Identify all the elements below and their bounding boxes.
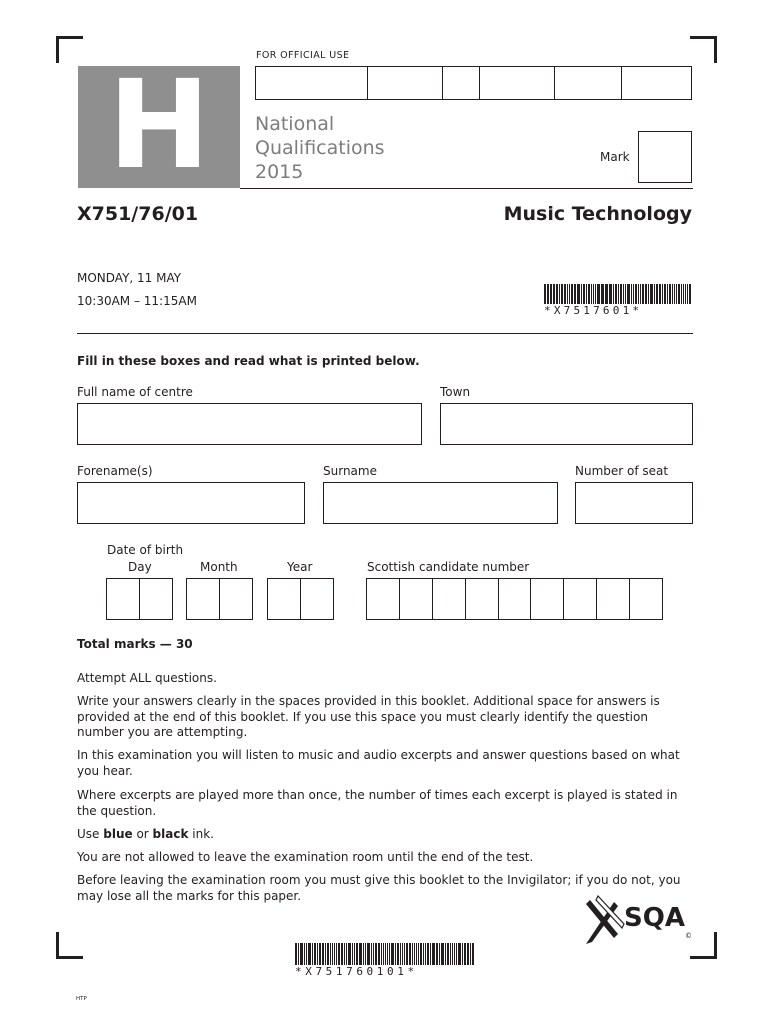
barcode-bottom-text: *X751760101*: [295, 965, 418, 978]
barcode-bar: [322, 943, 324, 965]
barcode-bar: [354, 943, 355, 965]
barcode-bar: [664, 284, 666, 304]
dob-year-boxes[interactable]: [267, 578, 334, 620]
barcode-bar: [646, 284, 647, 304]
barcode-bar: [597, 284, 600, 304]
town-label: Town: [440, 385, 471, 399]
barcode-bar: [359, 943, 361, 965]
barcode-bar: [332, 943, 333, 965]
barcode-bar: [383, 943, 384, 965]
barcode-bar: [591, 284, 593, 304]
barcode-bar: [609, 284, 612, 304]
dob-day-boxes[interactable]: [106, 578, 173, 620]
barcode-bar: [623, 284, 624, 304]
official-box: [443, 67, 480, 99]
barcode-bar: [441, 943, 443, 965]
barcode-bar: [348, 943, 349, 965]
qualification-line: National: [255, 113, 335, 135]
barcode-bar: [667, 284, 668, 304]
barcode-bar: [574, 284, 576, 304]
barcode-bar: [593, 284, 594, 304]
mark-box: [638, 131, 692, 183]
barcode-bar: [601, 284, 604, 304]
barcode-bar: [430, 943, 431, 965]
form-heading: Fill in these boxes and read what is printed below.: [77, 354, 420, 368]
barcode-bar: [312, 943, 313, 965]
barcode-bar: [338, 943, 340, 965]
barcode-bar: [432, 943, 433, 965]
barcode-bar: [315, 943, 316, 965]
dob-label: Date of birth: [107, 543, 184, 557]
barcode-bar: [578, 284, 580, 304]
barcode-bar: [402, 943, 403, 965]
barcode-bar: [638, 284, 639, 304]
official-box: [555, 67, 622, 99]
barcode-bar: [314, 943, 315, 965]
barcode-bar: [669, 284, 671, 304]
barcode-bar: [391, 943, 393, 965]
sqa-logo-text: SQA: [624, 903, 685, 933]
barcode-bar: [344, 943, 345, 965]
barcode-bar: [676, 284, 677, 304]
barcode-bar: [439, 943, 441, 965]
barcode-bar: [423, 943, 425, 965]
barcode-bar: [577, 284, 578, 304]
paper-code: X751/76/01: [77, 203, 199, 225]
barcode-bar: [447, 943, 449, 965]
barcode-bar: [674, 284, 675, 304]
crop-mark-top-right: [690, 36, 717, 63]
section-divider: [77, 333, 693, 334]
barcode-bar: [586, 284, 587, 304]
exam-time: 10:30AM – 11:15AM: [77, 294, 197, 308]
barcode-bar: [650, 284, 653, 304]
barcode-bar: [427, 943, 429, 965]
barcode-bar: [456, 943, 458, 965]
barcode-bar: [418, 943, 419, 965]
barcode-bar: [553, 284, 555, 304]
barcode-bar: [635, 284, 637, 304]
barcode-bar: [569, 284, 570, 304]
month-label: Month: [200, 560, 238, 574]
exam-date: MONDAY, 11 MAY: [77, 271, 182, 285]
paper-subject: Music Technology: [503, 203, 692, 225]
barcode-bar: [365, 943, 367, 965]
barcode-bar: [304, 943, 306, 965]
forename-field[interactable]: [77, 482, 305, 524]
scn-boxes[interactable]: [366, 578, 663, 620]
barcode-bar: [341, 943, 343, 965]
barcode-bar: [416, 943, 417, 965]
crop-mark-top-left: [56, 36, 83, 63]
barcode-bar: [404, 943, 405, 965]
official-use-label: FOR OFFICIAL USE: [256, 50, 350, 61]
barcode-bar: [300, 943, 302, 965]
barcode-bar: [689, 284, 691, 304]
qualification-year: 2015: [255, 161, 304, 183]
centre-label: Full name of centre: [77, 385, 193, 399]
barcode-bar: [683, 284, 684, 304]
barcode-bar: [327, 943, 329, 965]
barcode-bar: [544, 284, 546, 304]
barcode-bar: [385, 943, 386, 965]
centre-field[interactable]: [77, 403, 422, 445]
barcode-bar: [654, 284, 655, 304]
barcode-bar: [412, 943, 414, 965]
barcode-bar: [381, 943, 383, 965]
mark-label: Mark: [600, 150, 630, 164]
qualification-title: [255, 112, 385, 184]
barcode-bar: [547, 284, 549, 304]
header-divider: [240, 188, 693, 189]
barcode-bar: [551, 284, 552, 304]
barcode-bar: [349, 943, 351, 965]
total-marks: Total marks — 30: [77, 637, 193, 651]
instruction-booklet: Before leaving the examination room you must give this booklet to the Invigilator; if you do not, you may lose all the marks for this paper.: [77, 873, 681, 903]
surname-field[interactable]: [323, 482, 558, 524]
barcode-top-text: *X7517601*: [544, 304, 643, 317]
barcode-bar: [648, 284, 649, 304]
level-logo-block: [78, 54, 240, 196]
barcode-bar: [678, 284, 680, 304]
instruction-ink: Use blue or black ink.: [77, 827, 214, 841]
barcode-bar: [414, 943, 415, 965]
official-box: [622, 67, 691, 99]
instruction-write: Write your answers clearly in the spaces provided in this booklet. Additional space for answers is provided at the end of this booklet. If you use this space you must clearly identify the question number you are attempting.: [77, 694, 660, 739]
barcode-bar: [559, 284, 560, 304]
barcode-bar: [406, 943, 408, 965]
footer-code: HTP: [76, 996, 87, 1002]
qualification-line: Qualifications: [255, 137, 385, 159]
barcode-bar: [618, 284, 620, 304]
barcode-bar: [336, 943, 337, 965]
barcode-bar: [581, 284, 582, 304]
sqa-logo: [584, 894, 696, 946]
barcode-bar: [325, 943, 326, 965]
barcode-bar: [662, 284, 663, 304]
barcode-bar: [420, 943, 422, 965]
official-box: [368, 67, 443, 99]
seat-label: Number of seat: [575, 464, 669, 478]
official-box: [256, 67, 368, 99]
barcode-bar: [556, 284, 558, 304]
barcode-bar: [659, 284, 661, 304]
copyright-symbol: ©: [685, 932, 692, 940]
year-label: Year: [287, 560, 313, 574]
barcode-bar: [640, 284, 641, 304]
barcode-bar: [606, 284, 608, 304]
barcode-bar: [389, 943, 391, 965]
barcode-bar: [298, 943, 300, 965]
barcode-bottom: [295, 943, 475, 965]
barcode-bar: [583, 284, 585, 304]
ink-blue: blue: [103, 827, 133, 841]
barcode-bar: [433, 943, 435, 965]
barcode-bar: [633, 284, 634, 304]
barcode-bar: [627, 284, 630, 304]
barcode-bar: [588, 284, 590, 304]
level-letter: H: [107, 54, 211, 196]
barcode-bar: [306, 943, 307, 965]
official-use-boxes: [255, 66, 692, 100]
barcode-bar: [472, 943, 474, 965]
barcode-bar: [445, 943, 447, 965]
barcode-bar: [352, 943, 353, 965]
barcode-bar: [605, 284, 606, 304]
scn-label: Scottish candidate number: [367, 560, 530, 574]
barcode-bar: [672, 284, 674, 304]
barcode-bar: [550, 284, 551, 304]
barcode-bar: [467, 943, 469, 965]
barcode-bar: [645, 284, 646, 304]
barcode-bar: [367, 943, 369, 965]
barcode-bar: [356, 943, 358, 965]
instruction-attempt: Attempt ALL questions.: [77, 671, 217, 685]
barcode-bar: [454, 943, 455, 965]
barcode-bar: [436, 943, 438, 965]
day-label: Day: [128, 560, 152, 574]
barcode-bar: [625, 284, 626, 304]
barcode-bar: [395, 943, 396, 965]
barcode-bar: [571, 284, 573, 304]
seat-field[interactable]: [575, 482, 693, 524]
instruction-leave: You are not allowed to leave the examination room until the end of the test.: [77, 850, 534, 864]
barcode-bar: [464, 943, 466, 965]
barcode-bar: [462, 943, 464, 965]
barcode-bar: [308, 943, 310, 965]
surname-label: Surname: [323, 464, 377, 478]
crop-mark-bottom-left: [56, 932, 83, 959]
barcode-bar: [458, 943, 460, 965]
barcode-bar: [681, 284, 682, 304]
barcode-bar: [470, 943, 472, 965]
barcode-bar: [452, 943, 453, 965]
barcode-bar: [373, 943, 375, 965]
barcode-bar: [620, 284, 622, 304]
official-box: [480, 67, 555, 99]
barcode-bar: [656, 284, 659, 304]
barcode-bar: [561, 284, 564, 304]
ink-black: black: [152, 827, 189, 841]
barcode-bar: [425, 943, 426, 965]
barcode-bar: [363, 943, 364, 965]
dob-month-boxes[interactable]: [186, 578, 253, 620]
barcode-bar: [317, 943, 318, 965]
barcode-bar: [595, 284, 596, 304]
barcode-bar: [375, 943, 377, 965]
barcode-bar: [295, 943, 297, 965]
barcode-bar: [615, 284, 617, 304]
barcode-bar: [613, 284, 614, 304]
barcode-bar: [642, 284, 644, 304]
instruction-excerpts: Where excerpts are played more than once, the number of times each excerpt is played is stated in the question.: [77, 788, 678, 818]
barcode-bar: [400, 943, 401, 965]
barcode-bar: [378, 943, 380, 965]
instruction-listen: In this examination you will listen to music and audio excerpts and answer questions based on what you hear.: [77, 748, 680, 778]
barcode-bar: [567, 284, 568, 304]
barcode-bar: [409, 943, 411, 965]
barcode-bar: [631, 284, 633, 304]
town-field[interactable]: [440, 403, 693, 445]
barcode-bar: [346, 943, 347, 965]
barcode-bar: [371, 943, 372, 965]
barcode-bar: [397, 943, 399, 965]
barcode-bar: [685, 284, 686, 304]
barcode-bar: [334, 943, 335, 965]
barcode-bar: [319, 943, 321, 965]
barcode-bar: [687, 284, 689, 304]
barcode-top: [544, 284, 692, 304]
barcode-bar: [387, 943, 388, 965]
barcode-bar: [330, 943, 332, 965]
barcode-bar: [564, 284, 566, 304]
barcode-bar: [450, 943, 451, 965]
forename-label: Forename(s): [77, 464, 153, 478]
